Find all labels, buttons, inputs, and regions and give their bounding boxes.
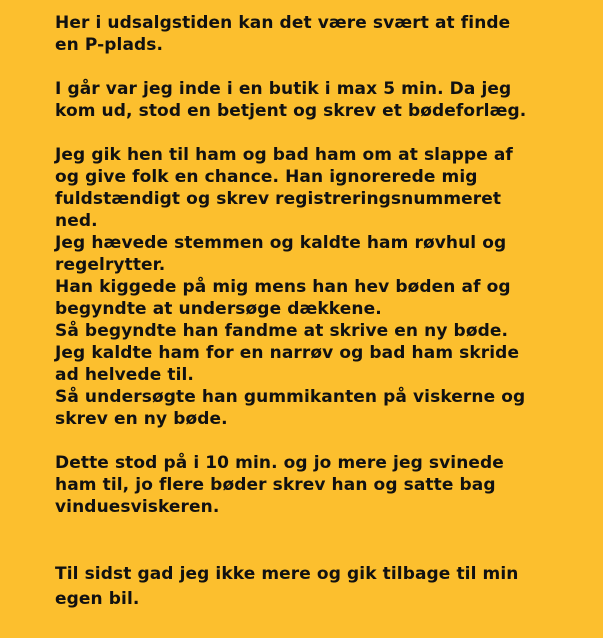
paragraph-5 <box>55 563 595 610</box>
paragraph-spacer <box>55 518 595 562</box>
text-line: ham til, jo flere bøder skrev han og satte bag <box>55 475 496 495</box>
paragraph-3 <box>55 144 595 430</box>
paragraph-2 <box>55 78 595 122</box>
text-line: og give folk en chance. Han ignorerede mig <box>55 167 478 187</box>
text-line: skrev en ny bøde. <box>55 409 228 429</box>
text-line: Dette stod på i 10 min. og jo mere jeg svinede <box>55 453 504 473</box>
text-line: ned. <box>55 211 98 231</box>
text-line: vinduesviskeren. <box>55 497 220 517</box>
text-line: en P-plads. <box>55 35 164 55</box>
text-line: fuldstændigt og skrev registreringsnummeret <box>55 189 502 209</box>
text-line: Så begyndte han fandme at skrive en ny bøde. <box>55 321 509 341</box>
text-line: Her i udsalgstiden kan det være svært at finde <box>55 13 511 33</box>
text-line: egen bil. <box>55 589 140 609</box>
text-line: Til sidst gad jeg ikke mere og gik tilbage til min <box>55 564 519 584</box>
text-line: kom ud, stod en betjent og skrev et bødeforlæg. <box>55 101 527 121</box>
text-line: Jeg gik hen til ham og bad ham om at slappe af <box>55 145 513 165</box>
paragraph-spacer <box>55 430 595 452</box>
text-line: Så undersøgte han gummikanten på viskerne og <box>55 387 526 407</box>
text-line: begyndte at undersøge dækkene. <box>55 299 382 319</box>
text-line: I går var jeg inde i en butik i max 5 min. Da jeg <box>55 79 512 99</box>
paragraph-1 <box>55 12 595 56</box>
text-line: Jeg kaldte ham for en narrøv og bad ham skride <box>55 343 520 363</box>
paragraph-spacer <box>55 56 595 78</box>
text-line: Jeg hævede stemmen og kaldte ham røvhul og <box>55 233 507 253</box>
paragraph-4 <box>55 452 595 518</box>
story-text <box>55 12 595 610</box>
text-line: ad helvede til. <box>55 365 194 385</box>
paragraph-spacer <box>55 122 595 144</box>
text-line: Han kiggede på mig mens han hev bøden af og <box>55 277 511 297</box>
text-line: regelrytter. <box>55 255 166 275</box>
